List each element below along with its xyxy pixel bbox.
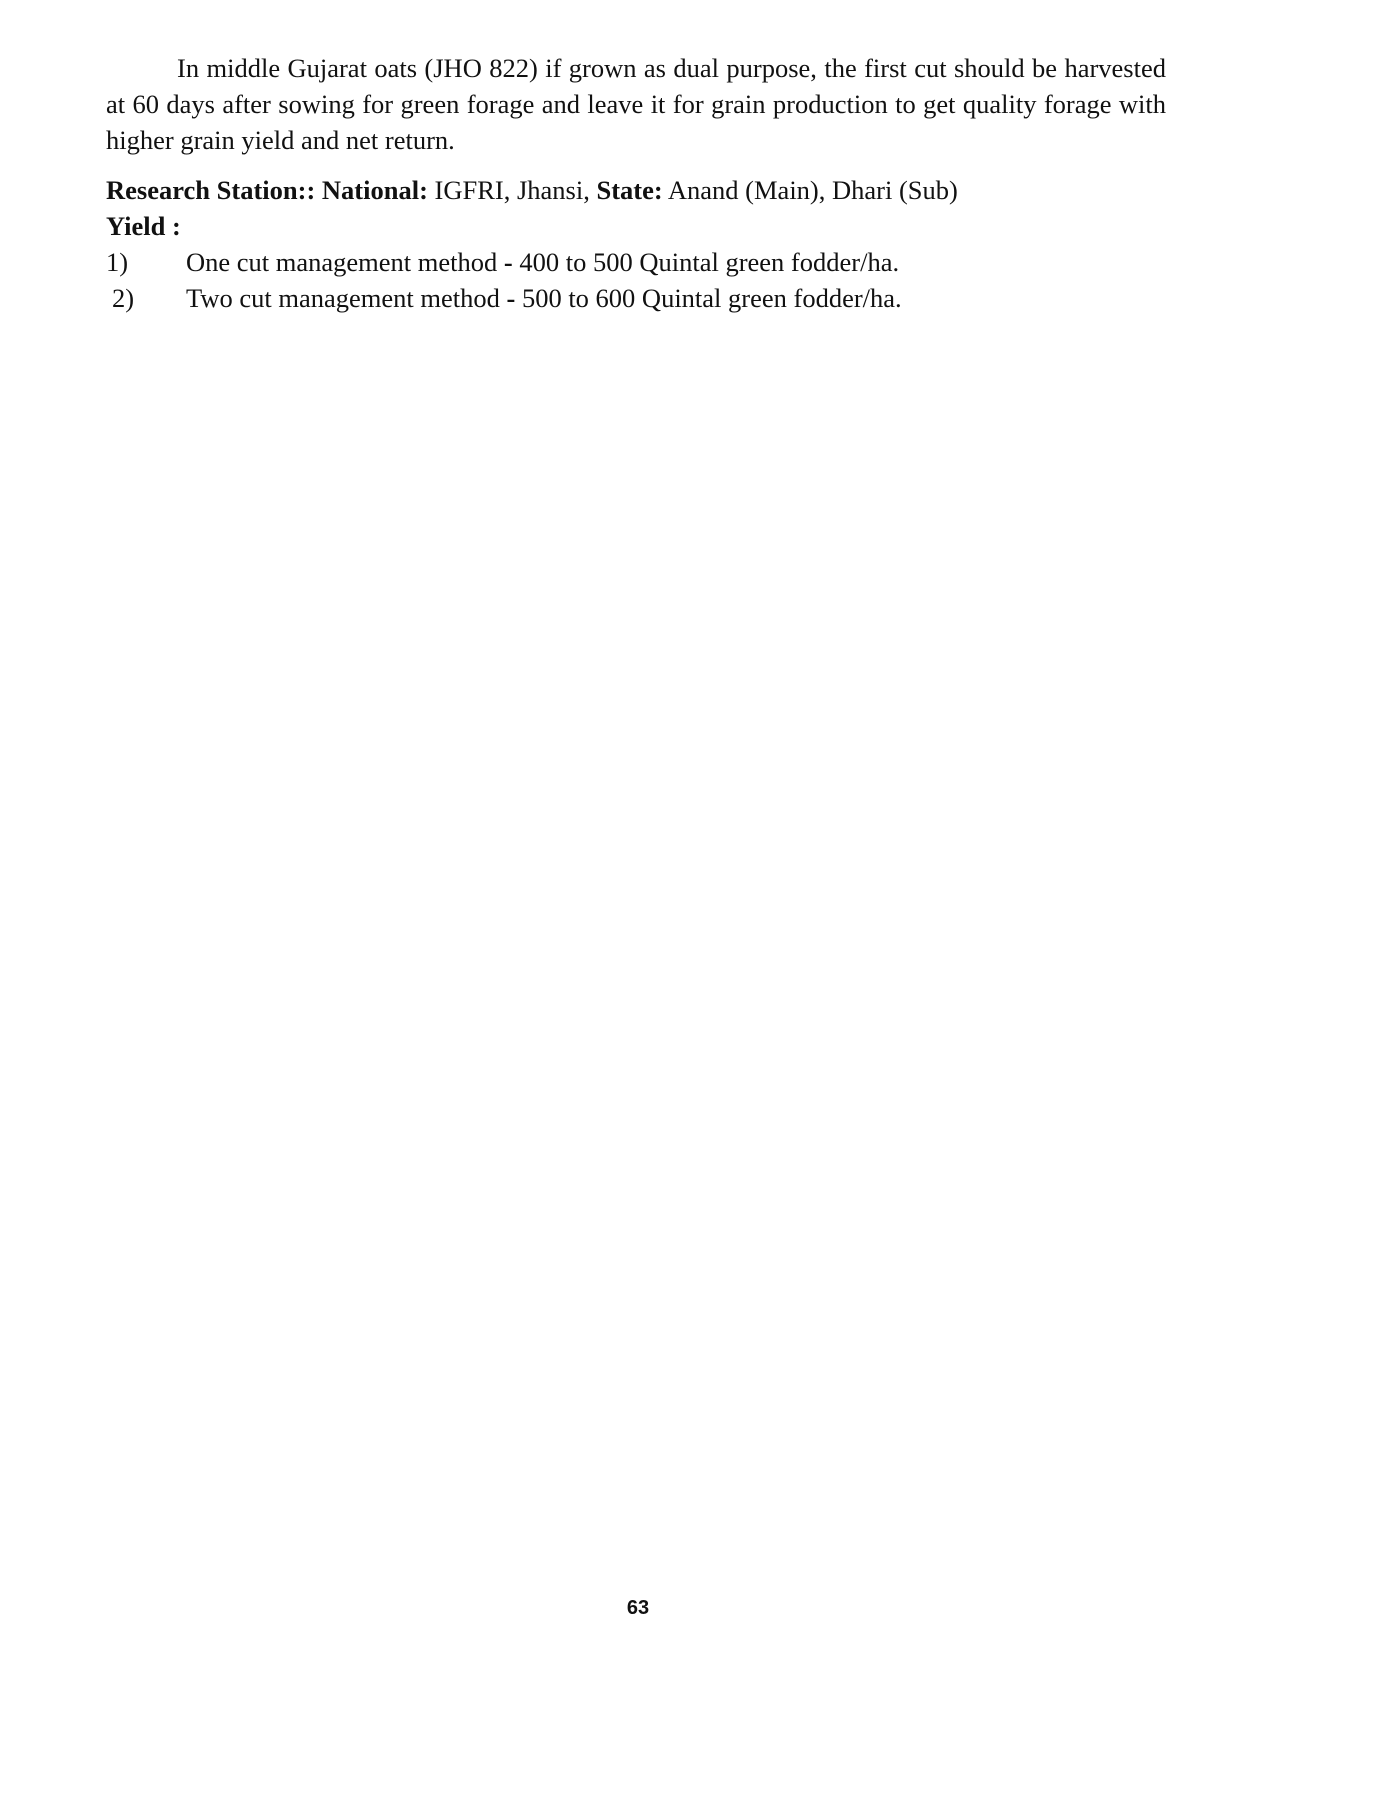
research-station-label: Research Station::: [106, 175, 316, 205]
yield-list: [106, 244, 1166, 316]
list-item: [106, 280, 1166, 316]
yield-heading: Yield :: [106, 211, 181, 241]
list-item: [106, 244, 1166, 280]
research-station-line: [106, 172, 1166, 208]
list-item-text: [186, 280, 902, 316]
yield-value: 400 to 500 Quintal green fodder/ha.: [519, 247, 900, 277]
body-paragraph: In middle Gujarat oats (JHO 822) if grown as dual purpose, the first cut should be harvested at 60 days after sowing for green forage and leave it for grain production to get quality forage with higher grain yield and net return.: [106, 53, 1166, 155]
yield-dash: -: [503, 247, 513, 277]
yield-method: One cut management method: [186, 247, 498, 277]
page-content: [106, 50, 1166, 316]
state-label: State:: [596, 175, 663, 205]
state-value: Anand (Main), Dhari (Sub): [667, 175, 958, 205]
yield-value: 500 to 600 Quintal green fodder/ha.: [521, 283, 902, 313]
yield-method: Two cut management method: [186, 283, 500, 313]
list-item-text: [186, 244, 899, 280]
national-label: National:: [321, 175, 428, 205]
list-item-number: 1): [106, 247, 129, 277]
national-value: IGFRI, Jhansi,: [434, 175, 590, 205]
page-number: 63: [626, 1597, 650, 1619]
yield-dash: -: [506, 283, 516, 313]
list-item-number: 2): [112, 283, 135, 313]
